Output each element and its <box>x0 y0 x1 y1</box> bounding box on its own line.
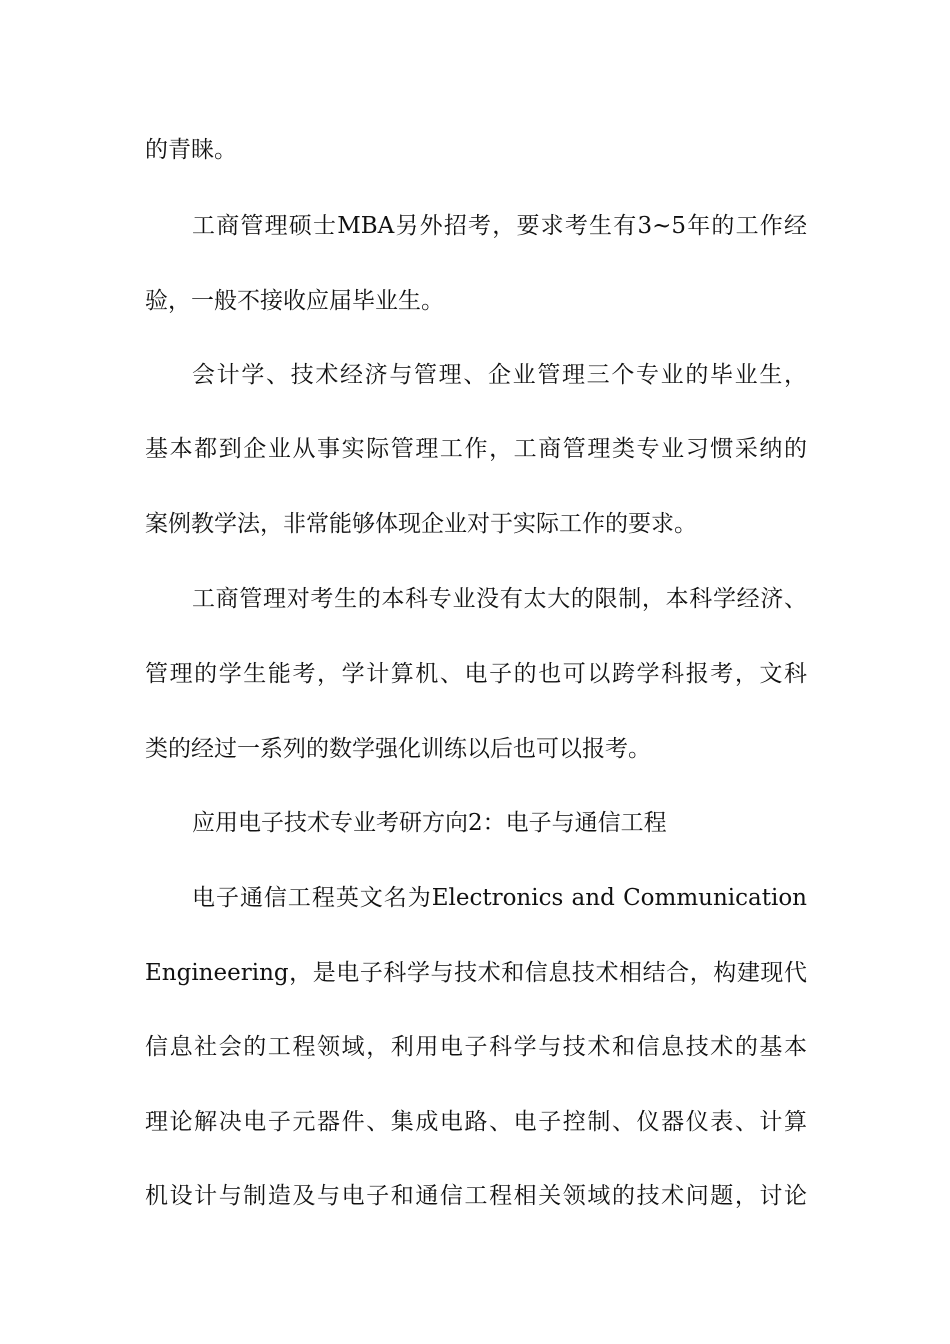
text-line: 验，一般不接收应届毕业生。 <box>145 288 444 314</box>
section-heading: 应用电子技术专业考研方向2：电子与通信工程 <box>192 810 667 836</box>
paragraph-first-line: 工商管理对考生的本科专业没有太大的限制，本科学经济、 <box>192 586 807 612</box>
text-line: 基本都到企业从事实际管理工作，工商管理类专业习惯采纳的 <box>145 436 807 462</box>
text-line: 理论解决电子元器件、集成电路、电子控制、仪器仪表、计算 <box>145 1109 807 1135</box>
paragraph-first-line: 会计学、技术经济与管理、企业管理三个专业的毕业生， <box>192 362 807 388</box>
paragraph-first-line: 电子通信工程英文名为Electronics and Communication <box>192 885 807 911</box>
text-line: Engineering，是电子科学与技术和信息技术相结合，构建现代 <box>145 960 807 986</box>
text-line: 管理的学生能考，学计算机、电子的也可以跨学科报考，文科 <box>145 661 807 687</box>
text-line: 的青睐。 <box>145 137 237 163</box>
paragraph-first-line: 工商管理硕士MBA另外招考，要求考生有3~5年的工作经 <box>192 213 807 239</box>
text-line: 信息社会的工程领域，利用电子科学与技术和信息技术的基本 <box>145 1034 807 1060</box>
text-line: 类的经过一系列的数学强化训练以后也可以报考。 <box>145 736 651 762</box>
text-line: 案例教学法，非常能够体现企业对于实际工作的要求。 <box>145 511 697 537</box>
text-line: 机设计与制造及与电子和通信工程相关领域的技术问题，讨论 <box>145 1183 807 1209</box>
